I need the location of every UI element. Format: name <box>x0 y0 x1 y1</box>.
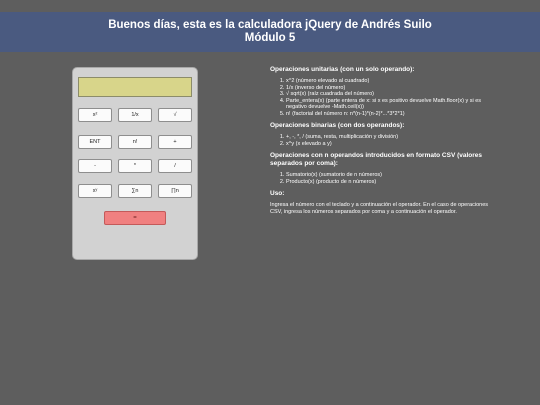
list-item: 1. Sumatorio(x) (sumatorio de n números) <box>286 172 495 179</box>
calculator-display[interactable] <box>78 77 192 97</box>
factorial-button[interactable]: n! <box>118 135 152 149</box>
list-item: 2. Producto(x) (producto de n números) <box>286 179 495 186</box>
instructions-panel <box>270 66 495 215</box>
divide-button[interactable]: / <box>158 159 192 173</box>
inverse-button[interactable]: 1/x <box>118 108 152 122</box>
square-button[interactable]: x² <box>78 108 112 122</box>
list-item: 1. +, -, *, / (suma, resta, multiplicación y división) <box>286 134 495 141</box>
list-item: 4. Parte_entera(x) (parte entera de x: si x es positivo devuelve Math.floor(x) y si es negativo devuelve -Math.ceil(x)) <box>286 98 495 111</box>
list-item: 3. √ sqrt(x) (raíz cuadrada del número) <box>286 91 495 98</box>
multiply-button[interactable]: * <box>118 159 152 173</box>
sum-n-button[interactable]: ∑n <box>118 184 152 198</box>
binary-heading: Operaciones binarias (con dos operandos): <box>270 122 405 129</box>
product-n-button[interactable]: ∏n <box>158 184 192 198</box>
list-item: 1. x^2 (número elevado al cuadrado) <box>286 78 495 85</box>
usage-heading: Uso: <box>270 190 285 197</box>
usage-text: Ingresa el número con el teclado y a continuación el operador. En el caso de operaciones CSV, ingresa los números separados por coma y a continuación el operador. <box>270 202 489 215</box>
unary-list <box>270 78 495 117</box>
page-header <box>0 12 540 52</box>
minus-button[interactable]: - <box>78 159 112 173</box>
csv-heading: Operaciones con n operandos introducidos en formato CSV (valores separados por coma): <box>270 152 483 167</box>
unary-heading: Operaciones unitarias (con un solo operando): <box>270 66 415 73</box>
enter-button[interactable]: ENT <box>78 135 112 149</box>
list-item: 2. x^y (x elevado a y) <box>286 141 495 148</box>
binary-list <box>270 134 495 147</box>
power-button[interactable]: xʸ <box>78 184 112 198</box>
header-title: Buenos días, esta es la calculadora jQuery de Andrés Suilo <box>108 19 432 31</box>
header-subtitle: Módulo 5 <box>244 32 296 44</box>
csv-list <box>270 172 495 185</box>
list-item: 2. 1/x (inverso del número) <box>286 85 495 92</box>
plus-button[interactable]: + <box>158 135 192 149</box>
sqrt-button[interactable]: √ <box>158 108 192 122</box>
list-item: 5. n! (factorial del número n: n*(n-1)*(n-2)*...*3*2*1) <box>286 111 495 118</box>
equals-button[interactable]: = <box>104 211 166 225</box>
calculator <box>72 67 198 260</box>
